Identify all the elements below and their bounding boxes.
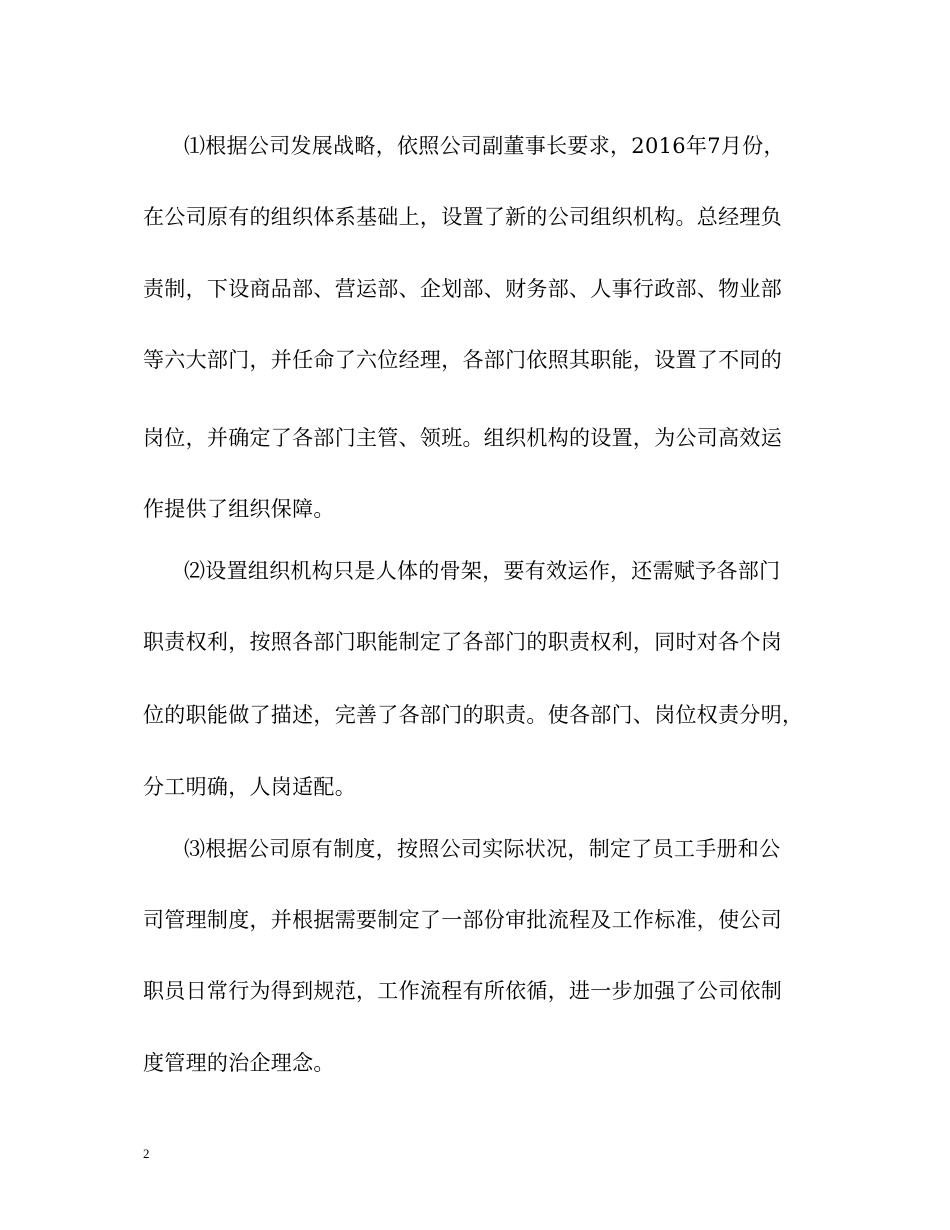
paragraph-1-line-4: 等六大部门，并任命了六位经理，各部门依照其职能，设置了不同的 <box>143 348 782 372</box>
paragraph-3-line-4: 度管理的治企理念。 <box>143 1051 335 1075</box>
paragraph-2-line-3: 位的职能做了描述，完善了各部门的职责。使各部门、岗位权责分明， <box>143 703 804 727</box>
paragraph-1-line-2: 在公司原有的组织体系基础上，设置了新的公司组织机构。总经理负 <box>143 205 782 229</box>
paragraph-2-line-4: 分工明确，人岗适配。 <box>143 775 356 799</box>
paragraph-1-line-1: ⑴根据公司发展战略，依照公司副董事长要求，2016年7月份， <box>184 134 785 158</box>
paragraph-3-line-1: ⑶根据公司原有制度，按照公司实际状况，制定了员工手册和公 <box>184 837 781 861</box>
paragraph-1-line-5: 岗位，并确定了各部门主管、领班。组织机构的设置，为公司高效运 <box>143 426 782 450</box>
paragraph-2-line-2: 职责权利，按照各部门职能制定了各部门的职责权利，同时对各个岗 <box>143 630 782 654</box>
page-number: 2 <box>143 1146 150 1161</box>
paragraph-1-line-6: 作提供了组织保障。 <box>143 497 335 521</box>
paragraph-2-line-1: ⑵设置组织机构只是人体的骨架，要有效运作，还需赋予各部门 <box>184 559 781 583</box>
paragraph-1-line-3: 责制，下设商品部、营运部、企划部、财务部、人事行政部、物业部 <box>143 277 782 301</box>
paragraph-3-line-2: 司管理制度，并根据需要制定了一部份审批流程及工作标准，使公司 <box>143 908 782 932</box>
paragraph-3-line-3: 职员日常行为得到规范，工作流程有所依循，进一步加强了公司依制 <box>143 979 782 1003</box>
